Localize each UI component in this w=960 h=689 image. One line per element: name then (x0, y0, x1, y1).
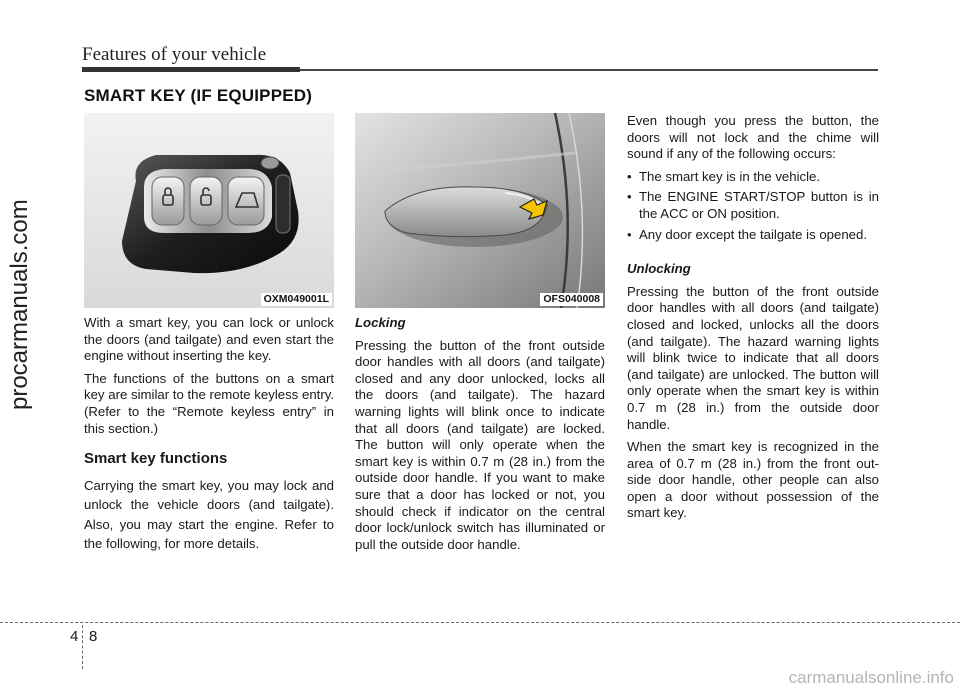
page-number: 8 (89, 628, 98, 645)
footer-watermark: carmanualsonline.info (788, 668, 954, 687)
door-handle-figure (355, 113, 605, 308)
footer-divider (82, 625, 83, 669)
header-rule-thin (300, 69, 878, 71)
smart-key-functions-paragraph: Carrying the smart key, you may lock and unlock the vehicle doors (and tailgate). Also, you may start the engine. Refer to the following, for more details. (84, 477, 334, 552)
list-item: • The smart key is in the vehicle. (627, 169, 879, 186)
section-number: 4 (70, 628, 79, 645)
smart-key-functions-heading: Smart key functions (84, 450, 228, 468)
footer-rule (0, 622, 960, 623)
smart-key-figure (84, 113, 334, 308)
locking-paragraph: Pressing the button of the front outside door handles with all doors (and tailgate) closed and any door unlocked, locks all the doors (and tailgate). The hazard warning lights will blink once to indicate that all doors (and tailgate) are locked. The button will only operate when the smart key is within 0.7 m (28 in.) from the outside door handle. If you want to make sure that a door has locked or not, you should check if indicator on the central door lock/unlock switch has illuminated or pull the outside door handle. (355, 337, 605, 552)
lock-conditions-list (627, 169, 879, 243)
figure-code-key: OXM049001L (261, 293, 332, 306)
lock-conditions-intro: Even though you press the button, the doors will not lock and the chime will sound if any of the following occurs: (627, 113, 879, 162)
column-1 (84, 315, 334, 560)
column-2 (355, 315, 605, 559)
section-heading: SMART KEY (IF EQUIPPED) (84, 86, 313, 105)
side-watermark: procarmanuals.com (6, 199, 33, 410)
list-item: • Any door except the tailgate is opened. (627, 227, 879, 244)
list-item: • The ENGINE START/STOP button is in the ACC or ON position. (627, 189, 879, 222)
recognition-paragraph: When the smart key is recognized in the area of 0.7 m (28 in.) from the front out-side door handle, other people can also open a door without possession of the smart key. (627, 439, 879, 521)
unlocking-heading: Unlocking (627, 261, 691, 277)
locking-heading: Locking (355, 315, 406, 330)
intro-paragraph: With a smart key, you can lock or unlock the doors (and tailgate) and even start the engine without inserting the key. (84, 315, 334, 364)
door-handle-illustration (355, 113, 605, 308)
figure-code-door: OFS040008 (540, 293, 603, 306)
header-title: Features of your vehicle (82, 44, 267, 65)
header-rule-thick (82, 67, 300, 72)
smart-key-illustration (84, 113, 334, 308)
column-3 (627, 113, 879, 528)
button-functions-paragraph: The functions of the buttons on a smart key are similar to the remote keyless entry. (Refer to the “Remote keyless entry” in this section.) (84, 370, 334, 436)
unlocking-paragraph: Pressing the button of the front outside door handles with all doors (and tailgate) closed and locked, unlocks all the doors (and tailgate). The hazard warning lights will blink twice to indicate that all doors (and tailgate) are unlocked. The button will only operate when the smart key is within 0.7 m (28 in.) from the outside door handle. (627, 283, 879, 432)
